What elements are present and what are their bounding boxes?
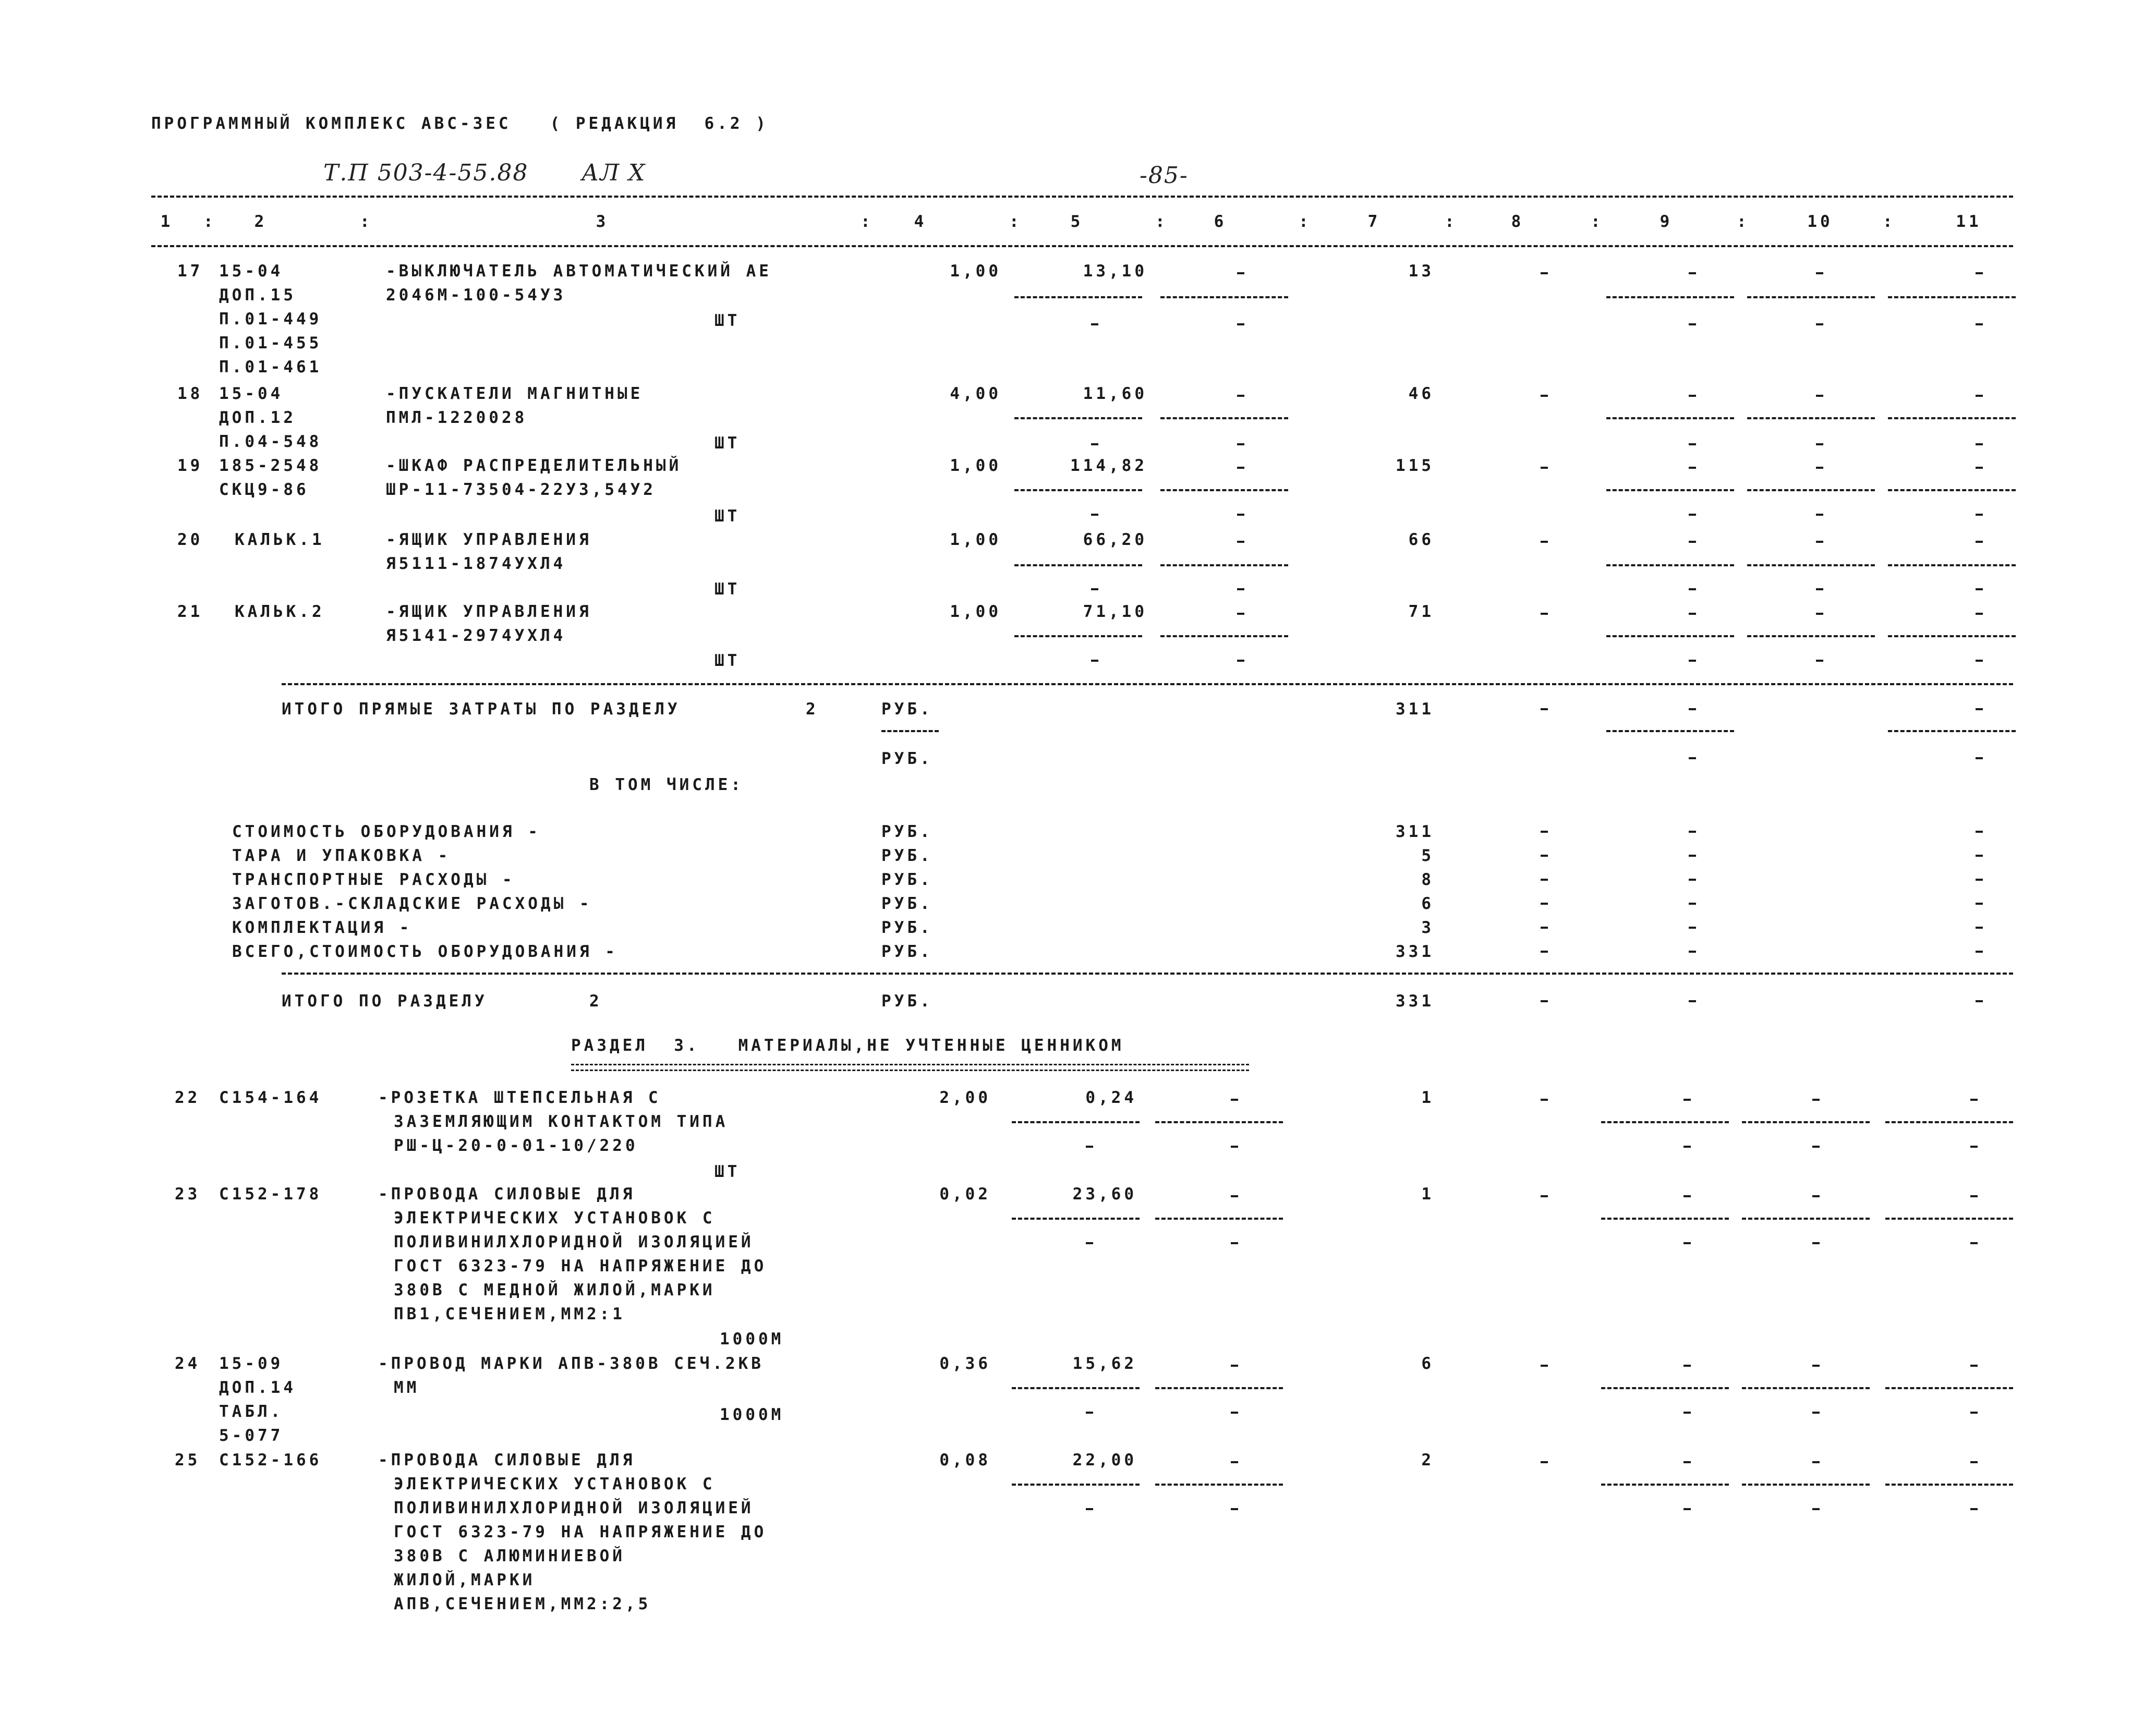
breakdown-label: ТАРА И УПАКОВКА - [232, 846, 451, 865]
item-unit-price: 114,82 [1070, 456, 1147, 475]
col-num-9: 9 [1660, 212, 1673, 231]
item-unit: ШТ [714, 651, 741, 670]
item-code: П.04-548 [219, 432, 322, 451]
item-unit: 1000М [720, 1405, 784, 1424]
item-description: -ПРОВОДА СИЛОВЫЕ ДЛЯ [378, 1185, 636, 1204]
item-code: ДОП.14 [219, 1378, 296, 1397]
item-unit-price: 11,60 [1083, 384, 1147, 403]
section-total-label: ИТОГО ПО РАЗДЕЛУ [282, 992, 488, 1011]
item-description: -ЯЩИК УПРАВЛЕНИЯ [386, 602, 592, 621]
item-unit-price: 0,24 [1085, 1088, 1137, 1107]
section-total-section: 2 [589, 992, 602, 1011]
item-quantity: 2,00 [939, 1088, 991, 1107]
item-description: -ПРОВОД МАРКИ АПВ-380В СЕЧ.2КВ [378, 1354, 764, 1373]
item-description: ГОСТ 6323-79 НА НАПРЯЖЕНИЕ ДО [394, 1523, 767, 1541]
item-description: -ВЫКЛЮЧАТЕЛЬ АВТОМАТИЧЕСКИЙ АЕ [386, 262, 772, 281]
subtotal-section: 2 [806, 700, 819, 719]
section-3-title-underline [571, 1064, 1249, 1071]
item-code: П.01-461 [219, 358, 322, 376]
item-quantity: 1,00 [950, 530, 1001, 549]
item-number: 20 [177, 530, 203, 549]
item-code: П.01-449 [219, 310, 322, 329]
item-description: ПВ1,СЕЧЕНИЕМ,ММ2:1 [394, 1305, 625, 1323]
item-unit: ШТ [714, 434, 741, 453]
subtotal-label: ИТОГО ПРЯМЫЕ ЗАТРАТЫ ПО РАЗДЕЛУ [282, 700, 681, 719]
item-unit-price: 71,10 [1083, 602, 1147, 621]
breakdown-value: 5 [1421, 846, 1434, 865]
subtotal-unit-2: РУБ. [881, 749, 933, 768]
item-quantity: 1,00 [950, 262, 1001, 281]
item-unit: 1000М [720, 1330, 784, 1349]
item-code: С152-178 [219, 1185, 322, 1204]
col-num-5: 5 [1070, 212, 1084, 231]
item-number: 18 [177, 384, 203, 403]
item-description: ЖИЛОЙ,МАРКИ [394, 1571, 536, 1589]
subtotal-total: 311 [1396, 700, 1434, 719]
breakdown-label: СТОИМОСТЬ ОБОРУДОВАНИЯ - [232, 822, 541, 841]
col-num-6: 6 [1214, 212, 1227, 231]
item-description: ММ [394, 1378, 420, 1397]
item-quantity: 0,08 [939, 1451, 991, 1469]
breakdown-unit: РУБ. [881, 846, 933, 865]
item-code: С154-164 [219, 1088, 322, 1107]
item-number: 17 [177, 262, 203, 281]
col-num-1: 1 [160, 212, 174, 231]
item-code: 15-09 [219, 1354, 284, 1373]
item-number: 22 [175, 1088, 201, 1107]
item-quantity: 1,00 [950, 456, 1001, 475]
item-description: ПОЛИВИНИЛХЛОРИДНОЙ ИЗОЛЯЦИЕЙ [394, 1499, 754, 1517]
project-code: Т.П 503-4-55.88 [323, 160, 529, 186]
item-unit-price: 66,20 [1083, 530, 1147, 549]
item-code: КАЛЬК.2 [235, 602, 325, 621]
col-num-11: 11 [1956, 212, 1982, 231]
item-description: ПМЛ-1220028 [386, 408, 528, 427]
item-description: 2046М-100-54У3 [386, 286, 566, 305]
item-unit: ШТ [714, 1162, 741, 1181]
breakdown-unit: РУБ. [881, 894, 933, 913]
col-num-4: 4 [914, 212, 927, 231]
section-total-rule [282, 973, 2013, 975]
item-description: АПВ,СЕЧЕНИЕМ,ММ2:2,5 [394, 1595, 651, 1613]
item-unit-price: 23,60 [1072, 1185, 1137, 1204]
item-code: 5-077 [219, 1426, 284, 1445]
col-num-2: 2 [254, 212, 268, 231]
item-description: ЗАЗЕМЛЯЮЩИМ КОНТАКТОМ ТИПА [394, 1112, 729, 1131]
item-description: -ПРОВОДА СИЛОВЫЕ ДЛЯ [378, 1451, 636, 1469]
breakdown-value: 6 [1421, 894, 1434, 913]
item-description: Я5111-1874УХЛ4 [386, 554, 566, 573]
item-quantity: 0,36 [939, 1354, 991, 1373]
item-quantity: 4,00 [950, 384, 1001, 403]
item-description: РШ-Ц-20-0-01-10/220 [394, 1136, 638, 1155]
item-code: ДОП.15 [219, 286, 296, 305]
item-unit-price: 22,00 [1072, 1451, 1137, 1469]
item-description: ПОЛИВИНИЛХЛОРИДНОЙ ИЗОЛЯЦИЕЙ [394, 1233, 754, 1252]
in-that-label: В ТОМ ЧИСЛЕ: [589, 775, 744, 794]
breakdown-label: ТРАНСПОРТНЫЕ РАСХОДЫ - [232, 870, 515, 889]
item-number: 24 [175, 1354, 201, 1373]
col-num-7: 7 [1367, 212, 1381, 231]
breakdown-unit: РУБ. [881, 918, 933, 937]
program-header: ПРОГРАММНЫЙ КОМПЛЕКС АВС-3ЕС ( РЕДАКЦИЯ 6.2 ) [151, 114, 769, 133]
item-code: ДОП.12 [219, 408, 296, 427]
item-total: 2 [1421, 1451, 1434, 1469]
item-code: П.01-455 [219, 334, 322, 353]
header-rule-bottom [151, 245, 2013, 247]
breakdown-unit: РУБ. [881, 942, 933, 961]
item-description: ЭЛЕКТРИЧЕСКИХ УСТАНОВОК С [394, 1475, 716, 1493]
breakdown-value: 331 [1396, 942, 1434, 961]
item-description: 380В С МЕДНОЙ ЖИЛОЙ,МАРКИ [394, 1281, 716, 1299]
item-total: 71 [1408, 602, 1434, 621]
item-code: КАЛЬК.1 [235, 530, 325, 549]
item-number: 23 [175, 1185, 201, 1204]
section-3-title: РАЗДЕЛ 3. МАТЕРИАЛЫ,НЕ УЧТЕННЫЕ ЦЕННИКОМ [571, 1036, 1124, 1055]
item-description: -РОЗЕТКА ШТЕПСЕЛЬНАЯ С [378, 1088, 661, 1107]
col-num-8: 8 [1511, 212, 1524, 231]
breakdown-unit: РУБ. [881, 870, 933, 889]
item-total: 13 [1408, 262, 1434, 281]
item-number: 19 [177, 456, 203, 475]
item-unit: ШТ [714, 311, 741, 330]
breakdown-label: ЗАГОТОВ.-СКЛАДСКИЕ РАСХОДЫ - [232, 894, 592, 913]
item-description: ГОСТ 6323-79 НА НАПРЯЖЕНИЕ ДО [394, 1257, 767, 1275]
breakdown-value: 3 [1421, 918, 1434, 937]
item-code: С152-166 [219, 1451, 322, 1469]
breakdown-value: 8 [1421, 870, 1434, 889]
item-description: -ПУСКАТЕЛИ МАГНИТНЫЕ [386, 384, 644, 403]
page-number: -85- [1140, 162, 1189, 189]
item-total: 115 [1396, 456, 1434, 475]
item-code: 15-04 [219, 384, 284, 403]
section-total-unit: РУБ. [881, 992, 933, 1011]
item-quantity: 1,00 [950, 602, 1001, 621]
col-num-10: 10 [1807, 212, 1833, 231]
item-unit: ШТ [714, 507, 741, 526]
breakdown-label: ВСЕГО,СТОИМОСТЬ ОБОРУДОВАНИЯ - [232, 942, 618, 961]
item-description: 380В С АЛЮМИНИЕВОЙ [394, 1547, 625, 1565]
item-unit: ШТ [714, 580, 741, 599]
subtotal-rule [282, 683, 2013, 685]
item-description: ЭЛЕКТРИЧЕСКИХ УСТАНОВОК С [394, 1209, 716, 1228]
item-description: ШР-11-73504-22У3,54У2 [386, 480, 656, 499]
item-total: 1 [1421, 1185, 1434, 1204]
item-total: 66 [1408, 530, 1434, 549]
item-number: 25 [175, 1451, 201, 1469]
item-unit-price: 13,10 [1083, 262, 1147, 281]
item-code: 15-04 [219, 262, 284, 281]
section-total-value: 331 [1396, 992, 1434, 1011]
breakdown-label: КОМПЛЕКТАЦИЯ - [232, 918, 413, 937]
item-total: 1 [1421, 1088, 1434, 1107]
item-unit-price: 15,62 [1072, 1354, 1137, 1373]
item-code: 185-2548 [219, 456, 322, 475]
item-code: СКЦ9-86 [219, 480, 309, 499]
item-number: 21 [177, 602, 203, 621]
item-total: 6 [1421, 1354, 1434, 1373]
item-quantity: 0,02 [939, 1185, 991, 1204]
breakdown-value: 311 [1396, 822, 1434, 841]
item-description: Я5141-2974УХЛ4 [386, 626, 566, 645]
album-label: АЛ X [582, 160, 646, 186]
col-num-3: 3 [596, 212, 609, 231]
item-description: -ШКАФ РАСПРЕДЕЛИТЕЛЬНЫЙ [386, 456, 682, 475]
subtotal-unit: РУБ. [881, 700, 933, 719]
item-total: 46 [1408, 384, 1434, 403]
breakdown-unit: РУБ. [881, 822, 933, 841]
item-code: ТАБЛ. [219, 1402, 284, 1421]
header-rule-top [151, 196, 2013, 198]
item-description: -ЯЩИК УПРАВЛЕНИЯ [386, 530, 592, 549]
